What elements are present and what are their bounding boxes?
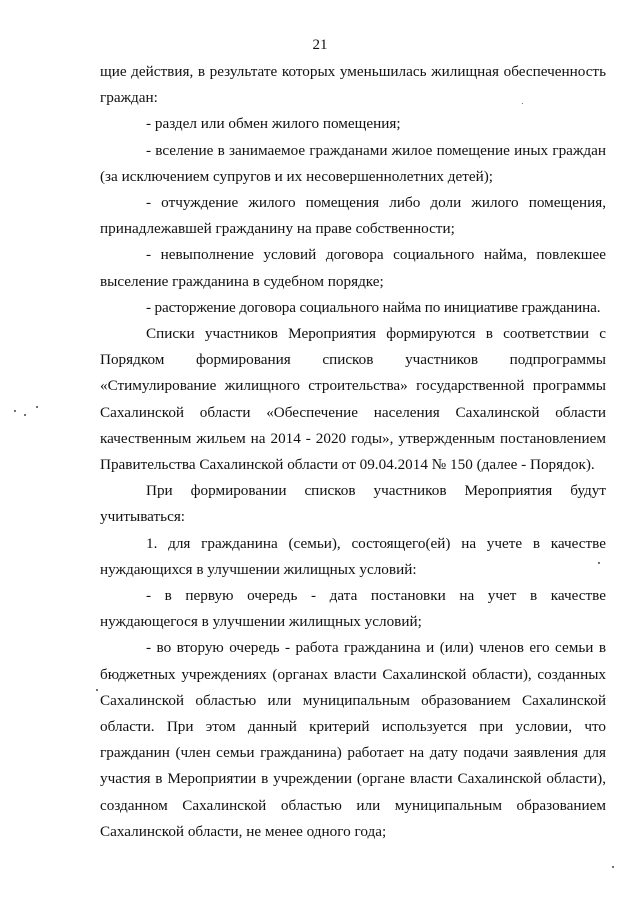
list-item-eviction: - невыполнение условий договора социального найма, повлекшее выселение гражданина в судебном порядке; xyxy=(100,246,606,290)
list-item-termination: - расторжение договора социального найма по инициативе гражданина. xyxy=(146,298,601,316)
scan-speck xyxy=(522,103,523,104)
scan-speck xyxy=(36,406,38,408)
list-item-alienation: - отчуждение жилого помещения либо доли жилого помещения, принадлежавшей гражданину на праве собственности; xyxy=(100,194,606,238)
scan-speck xyxy=(14,410,16,412)
document-body xyxy=(100,59,606,845)
list-item-division-exchange: - раздел или обмен жилого помещения; xyxy=(146,115,401,133)
paragraph-criterion-1: 1. для гражданина (семьи), состоящего(ей) на учете в качестве нуждающихся в улучшении жилищных условий: xyxy=(100,534,606,578)
page-number: 21 xyxy=(312,37,328,53)
scan-speck xyxy=(24,414,26,416)
paragraph-criteria-intro: При формировании списков участников Мероприятия будут учитываться: xyxy=(100,482,606,526)
paragraph-participant-lists: Списки участников Мероприятия формируются в соответствии с Порядком формирования списков участников подпрограммы «Стимулирование жилищного строительства» государственной программы Сахалинской области «Обеспечение населения Сахалинской области качественным жильем на 2014 - 2020 годы», утвержденным постановлением Правительства Сахалинской области от 09.04.2014 № 150 (далее - Порядок). xyxy=(100,325,606,474)
scan-speck xyxy=(96,689,98,691)
list-item-settlement-of-others: - вселение в занимаемое гражданами жилое помещение иных граждан (за исключением супругов и их несовершеннолетних детей); xyxy=(100,141,606,185)
list-item-second-priority: - во вторую очередь - работа гражданина и (или) членов его семьи в бюджетных учреждениях (органах власти Сахалинской области), созданных Сахалинской областью или муниципальным образованием Сахалинской области. При этом данный критерий используется при условии, что гражданин (член семьи гражданина) работает на дату подачи заявления для участия в Мероприятии в учреждении (органе власти Сахалинской области), созданном Сахалинской областью или муниципальным образованием Сахалинской области, не менее одного года; xyxy=(100,639,606,840)
paragraph-continuation: щие действия, в результате которых уменьшилась жилищная обеспеченность граждан: xyxy=(100,63,606,107)
scan-speck xyxy=(612,866,614,868)
scan-speck xyxy=(598,562,600,564)
list-item-first-priority: - в первую очередь - дата постановки на учет в качестве нуждающегося в улучшении жилищных условий; xyxy=(100,587,606,631)
